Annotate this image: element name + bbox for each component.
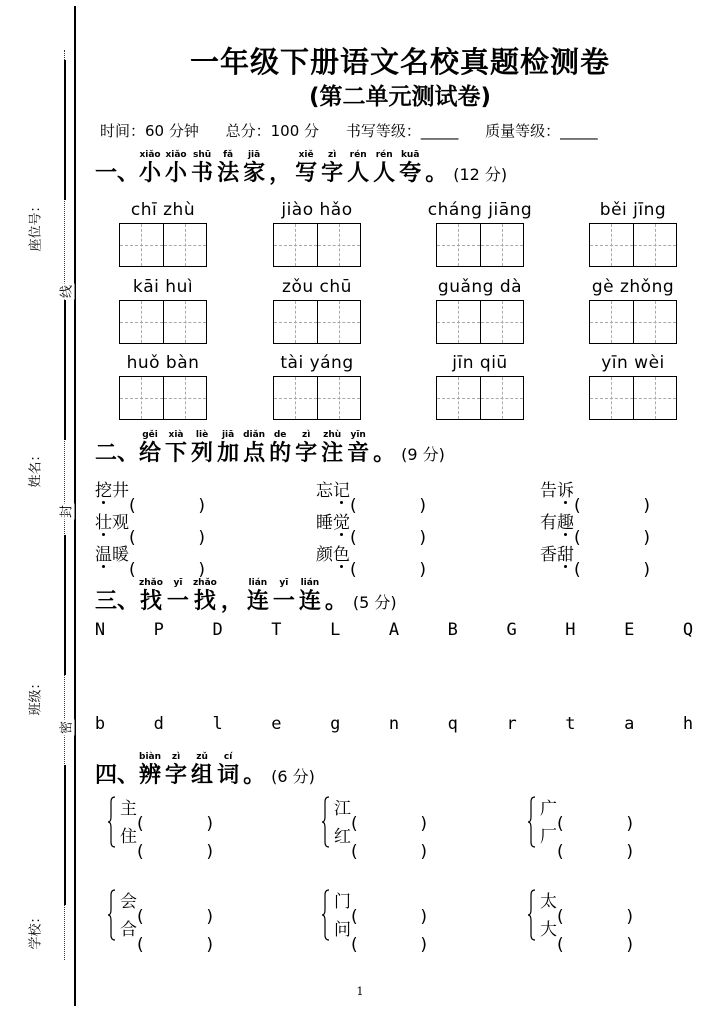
heading-pinyin: kuā: [400, 150, 420, 160]
heading-pinyin: liè: [195, 430, 209, 440]
section-number: 三、: [95, 589, 140, 614]
dotted-char: 色: [333, 545, 350, 565]
heading-hanzi: 小: [139, 161, 162, 186]
phrase-item: [540, 476, 650, 501]
pair-line: [540, 794, 633, 819]
uppercase-letter[interactable]: A: [388, 620, 400, 640]
tianzige-cell[interactable]: [163, 301, 206, 343]
heading-pinyin: lián: [248, 578, 268, 588]
heading-hanzi: 找: [139, 589, 162, 614]
dotted-char: 壮: [95, 513, 112, 533]
pair-char: 问: [334, 920, 351, 940]
school-underline[interactable]: [64, 765, 66, 905]
pinyin-word: [578, 353, 688, 420]
pair-line: [334, 794, 427, 819]
cut-label-line: 线: [56, 284, 75, 300]
heading-pinyin: rén: [375, 150, 393, 160]
phrase-item: [540, 540, 650, 565]
heading-hanzi: 给: [139, 441, 162, 466]
word-pinyin: jiào hǎo: [281, 200, 353, 220]
tianzige-cell[interactable]: [437, 224, 480, 266]
heading-pinyin: rén: [349, 150, 367, 160]
uppercase-letter[interactable]: T: [271, 620, 282, 640]
page-number: 1: [356, 985, 364, 998]
pinyin-word: [108, 277, 218, 344]
word-pinyin: tài yáng: [280, 353, 354, 373]
tianzige-cell[interactable]: [437, 377, 480, 419]
heading-char: [299, 578, 321, 615]
heading-hanzi: 法: [217, 161, 240, 186]
cut-label-seal: 封: [56, 504, 75, 520]
phrase-char: 观: [112, 513, 129, 533]
phrase-item: [95, 476, 205, 501]
heading-hanzi: 一: [272, 589, 295, 614]
phrase-char: 井: [112, 481, 129, 501]
char-pair: [108, 794, 268, 850]
phrase-char: 有: [540, 513, 557, 533]
heading-pinyin: fǎ: [223, 150, 234, 160]
tianzige-box: [119, 223, 207, 267]
class-underline[interactable]: [64, 535, 66, 675]
pinyin-word: [425, 200, 535, 267]
heading-char: [167, 578, 189, 615]
lowercase-letter[interactable]: a: [624, 714, 635, 734]
heading-hanzi: 家: [243, 161, 266, 186]
tianzige-cell[interactable]: [274, 301, 317, 343]
lowercase-letter[interactable]: b: [94, 714, 106, 734]
lowercase-letter[interactable]: d: [153, 714, 164, 734]
heading-hanzi: 注: [321, 441, 344, 466]
heading-pinyin: gěi: [142, 430, 158, 440]
tianzige-box: [436, 300, 524, 344]
word-pinyin: zǒu chū: [282, 277, 352, 297]
word-pinyin: huǒ bàn: [126, 353, 200, 373]
seat-underline[interactable]: [64, 60, 66, 200]
pair-char: 会: [120, 892, 137, 912]
phrase-char: 睡: [316, 513, 333, 533]
uppercase-letter[interactable]: G: [506, 620, 517, 640]
char-pair: [528, 887, 688, 943]
heading-pinyin: zì: [171, 752, 181, 762]
section-1-heading: [95, 150, 507, 187]
heading-hanzi: ，: [220, 589, 243, 614]
heading-hanzi: 找: [193, 589, 216, 614]
brace-icon: [108, 796, 116, 848]
tianzige-box: [589, 376, 677, 420]
section-4-heading: [95, 752, 315, 789]
dotted-char: 记: [333, 481, 350, 501]
page-title: 一年级下册语文名校真题检测卷: [189, 45, 610, 79]
word-pinyin: chī zhù: [130, 200, 196, 220]
heading-char: [139, 578, 163, 615]
heading-char: [269, 430, 291, 467]
pair-line: [540, 822, 633, 847]
heading-char: [165, 430, 187, 467]
heading-char: [191, 430, 213, 467]
word-pinyin: běi jīng: [599, 200, 667, 220]
uppercase-letter[interactable]: P: [153, 620, 164, 640]
pinyin-word: [108, 353, 218, 420]
tianzige-cell[interactable]: [480, 377, 523, 419]
heading-pinyin: de: [273, 430, 287, 440]
pair-char: 住: [120, 827, 137, 847]
tianzige-cell[interactable]: [317, 301, 360, 343]
section-number: 四、: [95, 763, 140, 788]
tianzige-cell[interactable]: [590, 377, 633, 419]
pinyin-word: [578, 200, 688, 267]
lowercase-letter[interactable]: g: [330, 714, 341, 734]
heading-char: [139, 752, 161, 789]
heading-char: [247, 578, 269, 615]
heading-hanzi: 加: [217, 441, 240, 466]
tianzige-cell[interactable]: [163, 377, 206, 419]
heading-char: [221, 578, 243, 615]
uppercase-letter[interactable]: N: [94, 620, 106, 640]
heading-char: [139, 430, 161, 467]
tianzige-box: [273, 376, 361, 420]
heading-char: [373, 430, 395, 467]
pair-char: 江: [334, 799, 351, 819]
heading-pinyin: shū: [192, 150, 212, 160]
heading-hanzi: 列: [191, 441, 214, 466]
heading-char: [347, 430, 369, 467]
heading-pinyin: zhù: [323, 430, 342, 440]
heading-hanzi: 人: [347, 161, 370, 186]
heading-pinyin: jiā: [221, 430, 235, 440]
heading-char: [165, 752, 187, 789]
uppercase-letter[interactable]: Q: [682, 620, 694, 640]
heading-pinyin: yī: [279, 578, 289, 588]
heading-char: [273, 578, 295, 615]
heading-char: [325, 578, 347, 615]
info-quality-grade[interactable]: 质量等级：_____: [485, 122, 598, 140]
tianzige-cell[interactable]: [163, 224, 206, 266]
phrase-char: 颜: [316, 545, 333, 565]
tianzige-box: [589, 300, 677, 344]
tianzige-cell[interactable]: [480, 224, 523, 266]
heading-pinyin: yī: [173, 578, 183, 588]
heading-pinyin: xiǎo: [165, 150, 187, 160]
heading-hanzi: 写: [295, 161, 318, 186]
pair-line: [120, 915, 213, 940]
class-label: 班级：: [28, 676, 44, 716]
tianzige-box: [436, 376, 524, 420]
brace-icon: [108, 889, 116, 941]
heading-hanzi: 字: [295, 441, 318, 466]
heading-hanzi: 词: [217, 763, 240, 788]
pinyin-word: [108, 200, 218, 267]
uppercase-letter[interactable]: B: [447, 620, 458, 640]
heading-char: [217, 150, 239, 187]
pair-char: 大: [540, 920, 557, 940]
pair-char: 广: [540, 799, 557, 819]
dotted-char: 觉: [333, 513, 350, 533]
brace-icon: [528, 796, 536, 848]
phrase-char: 香: [540, 545, 557, 565]
heading-char: [165, 150, 187, 187]
heading-pinyin: biàn: [139, 752, 162, 762]
pair-line: [334, 822, 427, 847]
char-pair: [322, 887, 482, 943]
tianzige-cell[interactable]: [120, 301, 163, 343]
pinyin-word: [262, 200, 372, 267]
word-pinyin: cháng jiāng: [427, 200, 533, 220]
heading-pinyin: yīn: [350, 430, 366, 440]
dotted-char: 甜: [557, 545, 574, 565]
phrase-char: 忘: [316, 481, 333, 501]
tianzige-cell[interactable]: [274, 377, 317, 419]
pair-line: [334, 887, 427, 912]
phrase-char: 暖: [112, 545, 129, 565]
heading-char: [191, 752, 213, 789]
word-pinyin: guǎng dà: [437, 277, 523, 297]
heading-pinyin: jiā: [247, 150, 261, 160]
pinyin-word: [262, 353, 372, 420]
phrase-item: [316, 476, 426, 501]
word-pinyin: jīn qiū: [452, 353, 508, 373]
heading-char: [243, 752, 265, 789]
lowercase-letter[interactable]: t: [565, 714, 576, 734]
brace-icon: [528, 889, 536, 941]
heading-pinyin: zì: [327, 150, 337, 160]
word-pinyin: kāi huì: [132, 277, 194, 297]
pinyin-word: [578, 277, 688, 344]
pinyin-word: [262, 277, 372, 344]
pair-char: 红: [334, 827, 351, 847]
heading-hanzi: 。: [324, 589, 347, 614]
lowercase-letter[interactable]: r: [506, 714, 517, 734]
dotted-char: 挖: [95, 481, 112, 501]
heading-hanzi: 。: [373, 441, 396, 466]
uppercase-letter[interactable]: E: [624, 620, 635, 640]
heading-char: [269, 150, 291, 187]
lowercase-letter[interactable]: n: [388, 714, 400, 734]
dotted-char: 温: [95, 545, 112, 565]
heading-hanzi: 音: [347, 441, 370, 466]
heading-hanzi: 辨: [139, 763, 162, 788]
heading-pinyin: cí: [223, 752, 233, 762]
phrase-item: [316, 540, 426, 565]
heading-char: [347, 150, 369, 187]
section-3-heading: [95, 578, 397, 615]
pair-char: 主: [120, 799, 137, 819]
tianzige-box: [436, 223, 524, 267]
heading-hanzi: ，: [269, 161, 292, 186]
info-total: 总分：100 分: [225, 122, 320, 140]
heading-hanzi: 连: [298, 589, 321, 614]
section-number: 二、: [95, 441, 140, 466]
pair-char: 厂: [540, 827, 557, 847]
heading-hanzi: 组: [191, 763, 214, 788]
lowercase-letter[interactable]: q: [447, 714, 458, 734]
heading-pinyin: zhǎo: [192, 578, 217, 588]
heading-pinyin: zǔ: [196, 752, 208, 762]
pair-line: [120, 887, 213, 912]
heading-hanzi: 的: [269, 441, 292, 466]
word-pinyin: yīn wèi: [601, 353, 665, 373]
tianzige-cell[interactable]: [317, 224, 360, 266]
heading-char: [373, 150, 395, 187]
heading-hanzi: 下: [165, 441, 188, 466]
heading-hanzi: 夸: [399, 161, 422, 186]
heading-char: [217, 752, 239, 789]
phrase-item: [540, 508, 650, 533]
heading-hanzi: 字: [321, 161, 344, 186]
tianzige-cell[interactable]: [590, 224, 633, 266]
section-score: (9 分): [401, 445, 445, 464]
heading-hanzi: 人: [373, 161, 396, 186]
heading-hanzi: 书: [191, 161, 214, 186]
heading-pinyin: xiǎo: [139, 150, 161, 160]
info-time: 时间：60 分钟: [100, 122, 199, 140]
heading-hanzi: 字: [165, 763, 188, 788]
tianzige-cell[interactable]: [480, 301, 523, 343]
section-score: (12 分): [453, 165, 508, 184]
cut-label-close: 密: [56, 720, 75, 736]
name-underline[interactable]: [64, 300, 66, 440]
tianzige-cell[interactable]: [317, 377, 360, 419]
heading-hanzi: 。: [243, 763, 266, 788]
pair-char: 太: [540, 892, 557, 912]
tianzige-cell[interactable]: [120, 224, 163, 266]
tianzige-box: [589, 223, 677, 267]
heading-hanzi: 一: [166, 589, 189, 614]
section-number: 一、: [95, 161, 140, 186]
pair-line: [120, 794, 213, 819]
heading-pinyin: lián: [300, 578, 320, 588]
pair-char: 门: [334, 892, 351, 912]
heading-char: [217, 430, 239, 467]
tianzige-box: [119, 300, 207, 344]
heading-pinyin: xiě: [298, 150, 314, 160]
heading-char: [243, 150, 265, 187]
char-pair: [528, 794, 688, 850]
heading-pinyin: xià: [168, 430, 184, 440]
pair-line: [334, 915, 427, 940]
heading-char: [191, 150, 213, 187]
exam-info: [100, 120, 620, 141]
heading-hanzi: 点: [243, 441, 266, 466]
heading-char: [139, 150, 161, 187]
heading-hanzi: 。: [425, 161, 448, 186]
section-2-heading: [95, 430, 445, 467]
pinyin-word: [425, 277, 535, 344]
heading-pinyin: diǎn: [243, 430, 266, 440]
pair-char: 合: [120, 920, 137, 940]
pair-line: [540, 915, 633, 940]
tianzige-cell[interactable]: [274, 224, 317, 266]
heading-pinyin: zhǎo: [139, 578, 163, 588]
school-label: 学校：: [28, 910, 44, 950]
dotted-char: 趣: [557, 513, 574, 533]
heading-char: [193, 578, 217, 615]
uppercase-letter[interactable]: L: [330, 620, 341, 640]
brace-icon: [322, 889, 330, 941]
tianzige-cell[interactable]: [437, 301, 480, 343]
tianzige-box: [273, 223, 361, 267]
page-subtitle: (第二单元测试卷): [308, 84, 492, 110]
pair-line: [540, 887, 633, 912]
section-score: (6 分): [271, 767, 315, 786]
heading-char: [321, 430, 343, 467]
char-pair: [108, 887, 268, 943]
tianzige-cell[interactable]: [633, 301, 676, 343]
heading-char: [295, 430, 317, 467]
dotted-char: 诉: [557, 481, 574, 501]
tianzige-cell[interactable]: [633, 224, 676, 266]
char-pair: [322, 794, 482, 850]
phrase-item: [316, 508, 426, 533]
phrase-item: [95, 508, 205, 533]
tianzige-cell[interactable]: [590, 301, 633, 343]
phrase-item: [95, 540, 205, 565]
heading-char: [321, 150, 343, 187]
tianzige-cell[interactable]: [633, 377, 676, 419]
tianzige-box: [273, 300, 361, 344]
word-pinyin: gè zhǒng: [591, 277, 675, 297]
heading-pinyin: zì: [301, 430, 311, 440]
heading-char: [425, 150, 447, 187]
section-score: (5 分): [352, 593, 397, 612]
heading-hanzi: 连: [246, 589, 269, 614]
phrase-char: 告: [540, 481, 557, 501]
brace-icon: [322, 796, 330, 848]
uppercase-letter[interactable]: D: [212, 620, 223, 640]
seat-label: 座位号：: [28, 199, 44, 252]
uppercase-letter[interactable]: H: [565, 620, 576, 640]
heading-char: [243, 430, 265, 467]
lowercase-letter[interactable]: l: [212, 714, 223, 734]
name-label: 姓名：: [28, 448, 44, 488]
heading-char: [399, 150, 421, 187]
lowercase-letter[interactable]: e: [271, 714, 282, 734]
tianzige-box: [119, 376, 207, 420]
pair-line: [120, 822, 213, 847]
heading-char: [295, 150, 317, 187]
heading-hanzi: 小: [165, 161, 188, 186]
info-writing-grade[interactable]: 书写等级：_____: [345, 122, 459, 140]
tianzige-cell[interactable]: [120, 377, 163, 419]
pinyin-word: [425, 353, 535, 420]
lowercase-letter[interactable]: h: [682, 714, 694, 734]
